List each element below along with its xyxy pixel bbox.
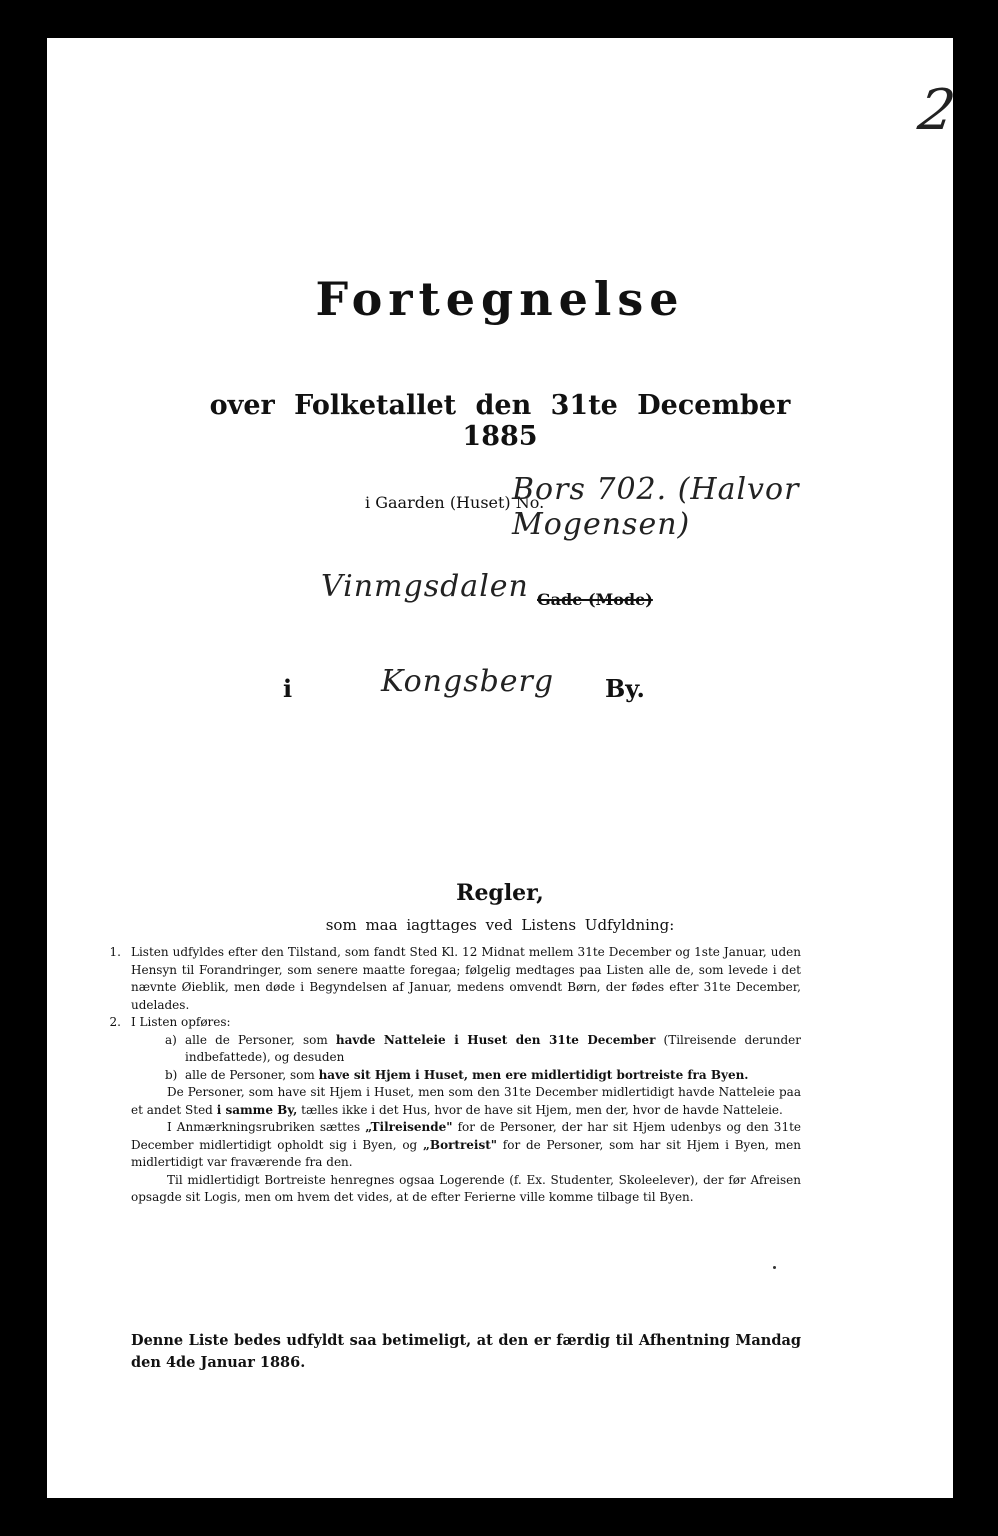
rule-2a-bold: havde Natteleie i Huset den 31te December	[335, 1032, 656, 1047]
rule-1	[109, 944, 801, 1014]
rule-2a-pre: alle de Personer, som	[185, 1032, 328, 1047]
town-suffix: By.	[605, 674, 645, 703]
p1-post: tælles ikke i det Hus, hvor de have sit Hjem, men der, hvor de havde Natteleie.	[301, 1102, 783, 1117]
ink-dot	[773, 1266, 776, 1269]
p2-mid: for de Personer, der har sit Hjem udenbys og den 31te December midlertidigt opholdt sig i Byen, og	[131, 1120, 801, 1152]
p2-bold-1: „Tilreisende"	[365, 1120, 453, 1134]
p1-bold: i samme By,	[216, 1102, 298, 1117]
rule-2a-letter: a)	[165, 1032, 177, 1047]
rule-2	[109, 1014, 801, 1032]
rules-title: Regler,	[456, 880, 544, 906]
town-handwritten-entry: Kongsberg	[381, 664, 555, 699]
p2-bold-2: „Bortreist"	[423, 1137, 498, 1152]
rule-paragraph-1	[131, 1084, 801, 1119]
census-form-page	[47, 38, 960, 1498]
form-subtitle: over Folketallet den 31te December 1885	[209, 390, 791, 452]
rule-2a-post: (Tilreisende derunder indbefattede), og desuden	[185, 1032, 801, 1064]
rule-2-intro: I Listen opføres:	[131, 1015, 231, 1029]
rules-body	[109, 944, 801, 1207]
rule-2b-pre: alle de Personer, som	[185, 1067, 315, 1082]
rule-1-text: Listen udfyldes efter den Tilstand, som fandt Sted Kl. 12 Midnat mellem 31te December og 1ste Januar, uden Hensyn til Forandringer, som senere maatte foregaa; følgelig medtages paa Listen alle de, som levede i det nævnte Øieblik, men døde i Begyndelsen af Januar, medens omvendt Børn, der fødes efter 31te December, udelades.	[131, 945, 801, 1012]
street-handwritten-entry: Vinmgsdalen	[321, 569, 529, 604]
gaard-handwritten-entry: Bors 702. (Halvor Mogensen)	[512, 472, 800, 542]
street-struck-label: Gade (Mode)	[537, 590, 653, 609]
p1-pre: De Personer, som have sit Hjem i Huset, men som den 31te December midlertidigt havde Natteleie paa et andet Sted	[131, 1085, 801, 1117]
rule-2b	[165, 1067, 801, 1085]
town-prefix: i	[283, 674, 293, 703]
gaard-label: i Gaarden (Huset) No.	[365, 493, 545, 512]
p2-post: for de Personer, som har sit Hjem i Byen, men midlertidigt var fraværende fra den.	[131, 1137, 801, 1169]
rule-paragraph-2	[131, 1119, 801, 1172]
rule-2b-bold: have sit Hjem i Huset, men ere midlertidigt bortreiste fra Byen.	[318, 1067, 749, 1082]
rule-2-number: 2.	[109, 1015, 121, 1029]
rules-subtitle: som maa iagttages ved Listens Udfyldning:	[325, 916, 675, 934]
rule-paragraph-3: Til midlertidigt Bortreiste henregnes ogsaa Logerende (f. Ex. Studenter, Skoleelever), der før Afreisen opsagde sit Logis, men om hvem det vides, at de efter Ferierne ville komme tilbage til Byen.	[131, 1172, 801, 1204]
footer-notice: Denne Liste bedes udfyldt saa betimeligt, at den er færdig til Afhentning Mandag den 4de Januar 1886.	[131, 1332, 801, 1371]
p2-pre: I Anmærkningsrubriken sættes	[167, 1120, 361, 1134]
rule-1-number: 1.	[109, 945, 121, 959]
rule-2a	[165, 1032, 801, 1067]
page-number: 2	[914, 78, 960, 143]
rule-2b-letter: b)	[165, 1067, 178, 1082]
form-title: Fortegnelse	[315, 272, 685, 326]
